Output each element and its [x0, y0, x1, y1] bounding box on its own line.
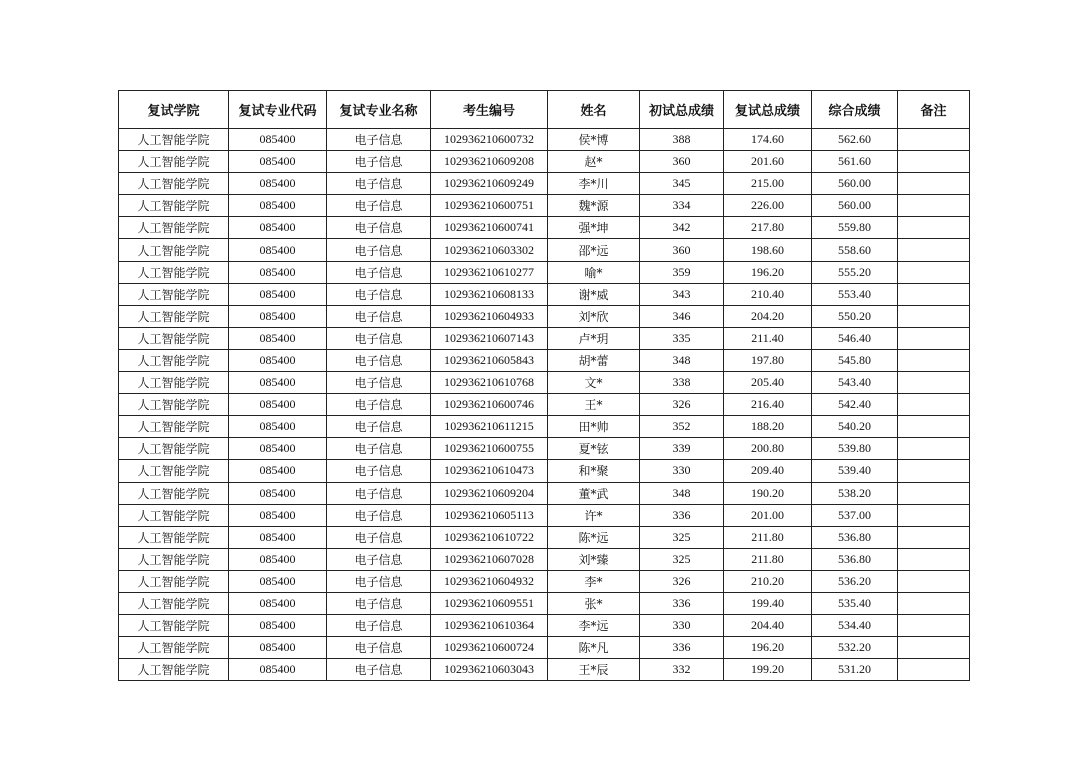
candidate-id-cell: 102936210600755	[431, 438, 548, 460]
candidate-id-cell: 102936210607143	[431, 327, 548, 349]
remarks-cell	[898, 129, 970, 151]
candidate-id-cell: 102936210605843	[431, 349, 548, 371]
table-row	[119, 283, 970, 305]
total-score-cell: 539.40	[812, 460, 898, 482]
name-cell: 李*远	[548, 615, 640, 637]
candidate-id-cell: 102936210600746	[431, 394, 548, 416]
retest-score-cell: 211.40	[724, 327, 812, 349]
remarks-cell	[898, 526, 970, 548]
initial-score-cell: 352	[640, 416, 724, 438]
total-score-cell: 543.40	[812, 372, 898, 394]
major-code-cell: 085400	[229, 438, 327, 460]
header-college: 复试学院	[119, 91, 229, 129]
major-code-cell: 085400	[229, 283, 327, 305]
candidate-id-cell: 102936210607028	[431, 548, 548, 570]
total-score-cell: 542.40	[812, 394, 898, 416]
name-cell: 喻*	[548, 261, 640, 283]
major-name-cell: 电子信息	[327, 217, 431, 239]
name-cell: 张*	[548, 592, 640, 614]
candidate-id-cell: 102936210605113	[431, 504, 548, 526]
table-row	[119, 460, 970, 482]
remarks-cell	[898, 482, 970, 504]
total-score-cell: 536.80	[812, 548, 898, 570]
table-row	[119, 173, 970, 195]
college-cell: 人工智能学院	[119, 394, 229, 416]
major-code-cell: 085400	[229, 239, 327, 261]
name-cell: 李*	[548, 570, 640, 592]
retest-score-cell: 199.40	[724, 592, 812, 614]
major-name-cell: 电子信息	[327, 526, 431, 548]
college-cell: 人工智能学院	[119, 570, 229, 592]
college-cell: 人工智能学院	[119, 261, 229, 283]
table-row	[119, 239, 970, 261]
candidate-id-cell: 102936210610722	[431, 526, 548, 548]
header-remarks: 备注	[898, 91, 970, 129]
retest-score-cell: 226.00	[724, 195, 812, 217]
name-cell: 田*帅	[548, 416, 640, 438]
total-score-cell: 560.00	[812, 173, 898, 195]
major-name-cell: 电子信息	[327, 637, 431, 659]
table-row	[119, 438, 970, 460]
table-row	[119, 261, 970, 283]
college-cell: 人工智能学院	[119, 416, 229, 438]
initial-score-cell: 343	[640, 283, 724, 305]
name-cell: 许*	[548, 504, 640, 526]
remarks-cell	[898, 592, 970, 614]
total-score-cell: 536.80	[812, 526, 898, 548]
major-code-cell: 085400	[229, 372, 327, 394]
table-row	[119, 504, 970, 526]
table-row	[119, 637, 970, 659]
retest-score-cell: 211.80	[724, 526, 812, 548]
name-cell: 王*	[548, 394, 640, 416]
retest-score-cell: 201.00	[724, 504, 812, 526]
header-initial-score: 初试总成绩	[640, 91, 724, 129]
table-row	[119, 592, 970, 614]
college-cell: 人工智能学院	[119, 615, 229, 637]
major-code-cell: 085400	[229, 151, 327, 173]
candidate-id-cell: 102936210611215	[431, 416, 548, 438]
initial-score-cell: 325	[640, 548, 724, 570]
table-row	[119, 372, 970, 394]
college-cell: 人工智能学院	[119, 548, 229, 570]
remarks-cell	[898, 416, 970, 438]
major-code-cell: 085400	[229, 460, 327, 482]
remarks-cell	[898, 615, 970, 637]
major-name-cell: 电子信息	[327, 349, 431, 371]
name-cell: 邵*远	[548, 239, 640, 261]
major-name-cell: 电子信息	[327, 659, 431, 681]
remarks-cell	[898, 438, 970, 460]
retest-score-cell: 196.20	[724, 637, 812, 659]
retest-score-cell: 174.60	[724, 129, 812, 151]
candidate-id-cell: 102936210609208	[431, 151, 548, 173]
college-cell: 人工智能学院	[119, 349, 229, 371]
retest-score-cell: 197.80	[724, 349, 812, 371]
major-name-cell: 电子信息	[327, 416, 431, 438]
college-cell: 人工智能学院	[119, 283, 229, 305]
candidate-id-cell: 102936210609551	[431, 592, 548, 614]
major-name-cell: 电子信息	[327, 592, 431, 614]
major-name-cell: 电子信息	[327, 482, 431, 504]
table-body	[119, 129, 970, 681]
total-score-cell: 540.20	[812, 416, 898, 438]
candidate-id-cell: 102936210600724	[431, 637, 548, 659]
table-row	[119, 217, 970, 239]
remarks-cell	[898, 327, 970, 349]
results-table	[118, 90, 970, 681]
remarks-cell	[898, 195, 970, 217]
major-code-cell: 085400	[229, 548, 327, 570]
major-name-cell: 电子信息	[327, 327, 431, 349]
major-code-cell: 085400	[229, 416, 327, 438]
major-code-cell: 085400	[229, 327, 327, 349]
remarks-cell	[898, 151, 970, 173]
table-row	[119, 327, 970, 349]
name-cell: 谢*威	[548, 283, 640, 305]
total-score-cell: 531.20	[812, 659, 898, 681]
major-code-cell: 085400	[229, 217, 327, 239]
major-code-cell: 085400	[229, 637, 327, 659]
college-cell: 人工智能学院	[119, 460, 229, 482]
major-name-cell: 电子信息	[327, 283, 431, 305]
initial-score-cell: 326	[640, 570, 724, 592]
major-name-cell: 电子信息	[327, 305, 431, 327]
major-code-cell: 085400	[229, 526, 327, 548]
initial-score-cell: 326	[640, 394, 724, 416]
college-cell: 人工智能学院	[119, 438, 229, 460]
remarks-cell	[898, 261, 970, 283]
retest-score-cell: 216.40	[724, 394, 812, 416]
table-row	[119, 659, 970, 681]
major-code-cell: 085400	[229, 129, 327, 151]
candidate-id-cell: 102936210600741	[431, 217, 548, 239]
candidate-id-cell: 102936210608133	[431, 283, 548, 305]
candidate-id-cell: 102936210604933	[431, 305, 548, 327]
total-score-cell: 562.60	[812, 129, 898, 151]
major-code-cell: 085400	[229, 261, 327, 283]
total-score-cell: 536.20	[812, 570, 898, 592]
retest-score-cell: 190.20	[724, 482, 812, 504]
initial-score-cell: 339	[640, 438, 724, 460]
major-name-cell: 电子信息	[327, 615, 431, 637]
table-row	[119, 482, 970, 504]
header-name: 姓名	[548, 91, 640, 129]
total-score-cell: 553.40	[812, 283, 898, 305]
major-code-cell: 085400	[229, 394, 327, 416]
candidate-id-cell: 102936210600732	[431, 129, 548, 151]
header-total-score: 综合成绩	[812, 91, 898, 129]
major-code-cell: 085400	[229, 173, 327, 195]
name-cell: 和*聚	[548, 460, 640, 482]
total-score-cell: 561.60	[812, 151, 898, 173]
college-cell: 人工智能学院	[119, 637, 229, 659]
remarks-cell	[898, 239, 970, 261]
retest-score-cell: 217.80	[724, 217, 812, 239]
major-name-cell: 电子信息	[327, 372, 431, 394]
name-cell: 刘*臻	[548, 548, 640, 570]
major-code-cell: 085400	[229, 659, 327, 681]
major-name-cell: 电子信息	[327, 504, 431, 526]
college-cell: 人工智能学院	[119, 526, 229, 548]
name-cell: 刘*欣	[548, 305, 640, 327]
initial-score-cell: 360	[640, 239, 724, 261]
total-score-cell: 538.20	[812, 482, 898, 504]
major-name-cell: 电子信息	[327, 173, 431, 195]
college-cell: 人工智能学院	[119, 195, 229, 217]
college-cell: 人工智能学院	[119, 659, 229, 681]
major-code-cell: 085400	[229, 195, 327, 217]
major-name-cell: 电子信息	[327, 570, 431, 592]
retest-score-cell: 201.60	[724, 151, 812, 173]
name-cell: 魏*源	[548, 195, 640, 217]
candidate-id-cell: 102936210609249	[431, 173, 548, 195]
initial-score-cell: 359	[640, 261, 724, 283]
college-cell: 人工智能学院	[119, 305, 229, 327]
major-code-cell: 085400	[229, 349, 327, 371]
major-name-cell: 电子信息	[327, 548, 431, 570]
candidate-id-cell: 102936210604932	[431, 570, 548, 592]
major-name-cell: 电子信息	[327, 151, 431, 173]
total-score-cell: 558.60	[812, 239, 898, 261]
total-score-cell: 539.80	[812, 438, 898, 460]
major-name-cell: 电子信息	[327, 195, 431, 217]
college-cell: 人工智能学院	[119, 173, 229, 195]
name-cell: 赵*	[548, 151, 640, 173]
remarks-cell	[898, 349, 970, 371]
remarks-cell	[898, 460, 970, 482]
college-cell: 人工智能学院	[119, 217, 229, 239]
major-name-cell: 电子信息	[327, 239, 431, 261]
retest-score-cell: 204.40	[724, 615, 812, 637]
major-code-cell: 085400	[229, 305, 327, 327]
candidate-id-cell: 102936210609204	[431, 482, 548, 504]
total-score-cell: 559.80	[812, 217, 898, 239]
candidate-id-cell: 102936210610768	[431, 372, 548, 394]
retest-score-cell: 205.40	[724, 372, 812, 394]
remarks-cell	[898, 504, 970, 526]
header-row	[119, 91, 970, 129]
name-cell: 李*川	[548, 173, 640, 195]
candidate-id-cell: 102936210610473	[431, 460, 548, 482]
table-row	[119, 570, 970, 592]
college-cell: 人工智能学院	[119, 129, 229, 151]
retest-score-cell: 211.80	[724, 548, 812, 570]
total-score-cell: 550.20	[812, 305, 898, 327]
table-row	[119, 349, 970, 371]
initial-score-cell: 332	[640, 659, 724, 681]
college-cell: 人工智能学院	[119, 372, 229, 394]
total-score-cell: 532.20	[812, 637, 898, 659]
retest-score-cell: 198.60	[724, 239, 812, 261]
candidate-id-cell: 102936210600751	[431, 195, 548, 217]
initial-score-cell: 346	[640, 305, 724, 327]
initial-score-cell: 336	[640, 637, 724, 659]
header-retest-score: 复试总成绩	[724, 91, 812, 129]
major-code-cell: 085400	[229, 504, 327, 526]
name-cell: 文*	[548, 372, 640, 394]
initial-score-cell: 330	[640, 615, 724, 637]
header-candidate-id: 考生编号	[431, 91, 548, 129]
header-major-code: 复试专业代码	[229, 91, 327, 129]
total-score-cell: 545.80	[812, 349, 898, 371]
name-cell: 侯*博	[548, 129, 640, 151]
retest-score-cell: 210.20	[724, 570, 812, 592]
remarks-cell	[898, 570, 970, 592]
remarks-cell	[898, 305, 970, 327]
initial-score-cell: 342	[640, 217, 724, 239]
name-cell: 强*坤	[548, 217, 640, 239]
name-cell: 陈*远	[548, 526, 640, 548]
major-code-cell: 085400	[229, 482, 327, 504]
initial-score-cell: 325	[640, 526, 724, 548]
college-cell: 人工智能学院	[119, 327, 229, 349]
total-score-cell: 555.20	[812, 261, 898, 283]
college-cell: 人工智能学院	[119, 151, 229, 173]
total-score-cell: 560.00	[812, 195, 898, 217]
retest-score-cell: 209.40	[724, 460, 812, 482]
initial-score-cell: 336	[640, 592, 724, 614]
name-cell: 陈*凡	[548, 637, 640, 659]
name-cell: 王*辰	[548, 659, 640, 681]
major-name-cell: 电子信息	[327, 460, 431, 482]
remarks-cell	[898, 217, 970, 239]
total-score-cell: 535.40	[812, 592, 898, 614]
candidate-id-cell: 102936210603302	[431, 239, 548, 261]
initial-score-cell: 388	[640, 129, 724, 151]
retest-score-cell: 199.20	[724, 659, 812, 681]
initial-score-cell: 335	[640, 327, 724, 349]
table-row	[119, 394, 970, 416]
remarks-cell	[898, 283, 970, 305]
remarks-cell	[898, 173, 970, 195]
remarks-cell	[898, 394, 970, 416]
major-name-cell: 电子信息	[327, 438, 431, 460]
major-code-cell: 085400	[229, 592, 327, 614]
retest-score-cell: 188.20	[724, 416, 812, 438]
college-cell: 人工智能学院	[119, 504, 229, 526]
candidate-id-cell: 102936210603043	[431, 659, 548, 681]
table-row	[119, 129, 970, 151]
initial-score-cell: 334	[640, 195, 724, 217]
major-name-cell: 电子信息	[327, 394, 431, 416]
name-cell: 卢*玥	[548, 327, 640, 349]
retest-score-cell: 215.00	[724, 173, 812, 195]
total-score-cell: 534.40	[812, 615, 898, 637]
initial-score-cell: 348	[640, 349, 724, 371]
candidate-id-cell: 102936210610364	[431, 615, 548, 637]
name-cell: 董*武	[548, 482, 640, 504]
table-row	[119, 526, 970, 548]
major-code-cell: 085400	[229, 615, 327, 637]
retest-score-cell: 204.20	[724, 305, 812, 327]
name-cell: 胡*蕾	[548, 349, 640, 371]
table-row	[119, 548, 970, 570]
initial-score-cell: 345	[640, 173, 724, 195]
candidate-id-cell: 102936210610277	[431, 261, 548, 283]
table-row	[119, 615, 970, 637]
table-row	[119, 305, 970, 327]
total-score-cell: 537.00	[812, 504, 898, 526]
remarks-cell	[898, 372, 970, 394]
remarks-cell	[898, 659, 970, 681]
initial-score-cell: 338	[640, 372, 724, 394]
initial-score-cell: 360	[640, 151, 724, 173]
table-row	[119, 195, 970, 217]
initial-score-cell: 330	[640, 460, 724, 482]
retest-score-cell: 210.40	[724, 283, 812, 305]
remarks-cell	[898, 548, 970, 570]
table-row	[119, 151, 970, 173]
header-major-name: 复试专业名称	[327, 91, 431, 129]
college-cell: 人工智能学院	[119, 592, 229, 614]
total-score-cell: 546.40	[812, 327, 898, 349]
initial-score-cell: 336	[640, 504, 724, 526]
initial-score-cell: 348	[640, 482, 724, 504]
retest-score-cell: 196.20	[724, 261, 812, 283]
major-name-cell: 电子信息	[327, 261, 431, 283]
retest-score-cell: 200.80	[724, 438, 812, 460]
table-row	[119, 416, 970, 438]
college-cell: 人工智能学院	[119, 482, 229, 504]
college-cell: 人工智能学院	[119, 239, 229, 261]
major-code-cell: 085400	[229, 570, 327, 592]
name-cell: 夏*铉	[548, 438, 640, 460]
remarks-cell	[898, 637, 970, 659]
major-name-cell: 电子信息	[327, 129, 431, 151]
